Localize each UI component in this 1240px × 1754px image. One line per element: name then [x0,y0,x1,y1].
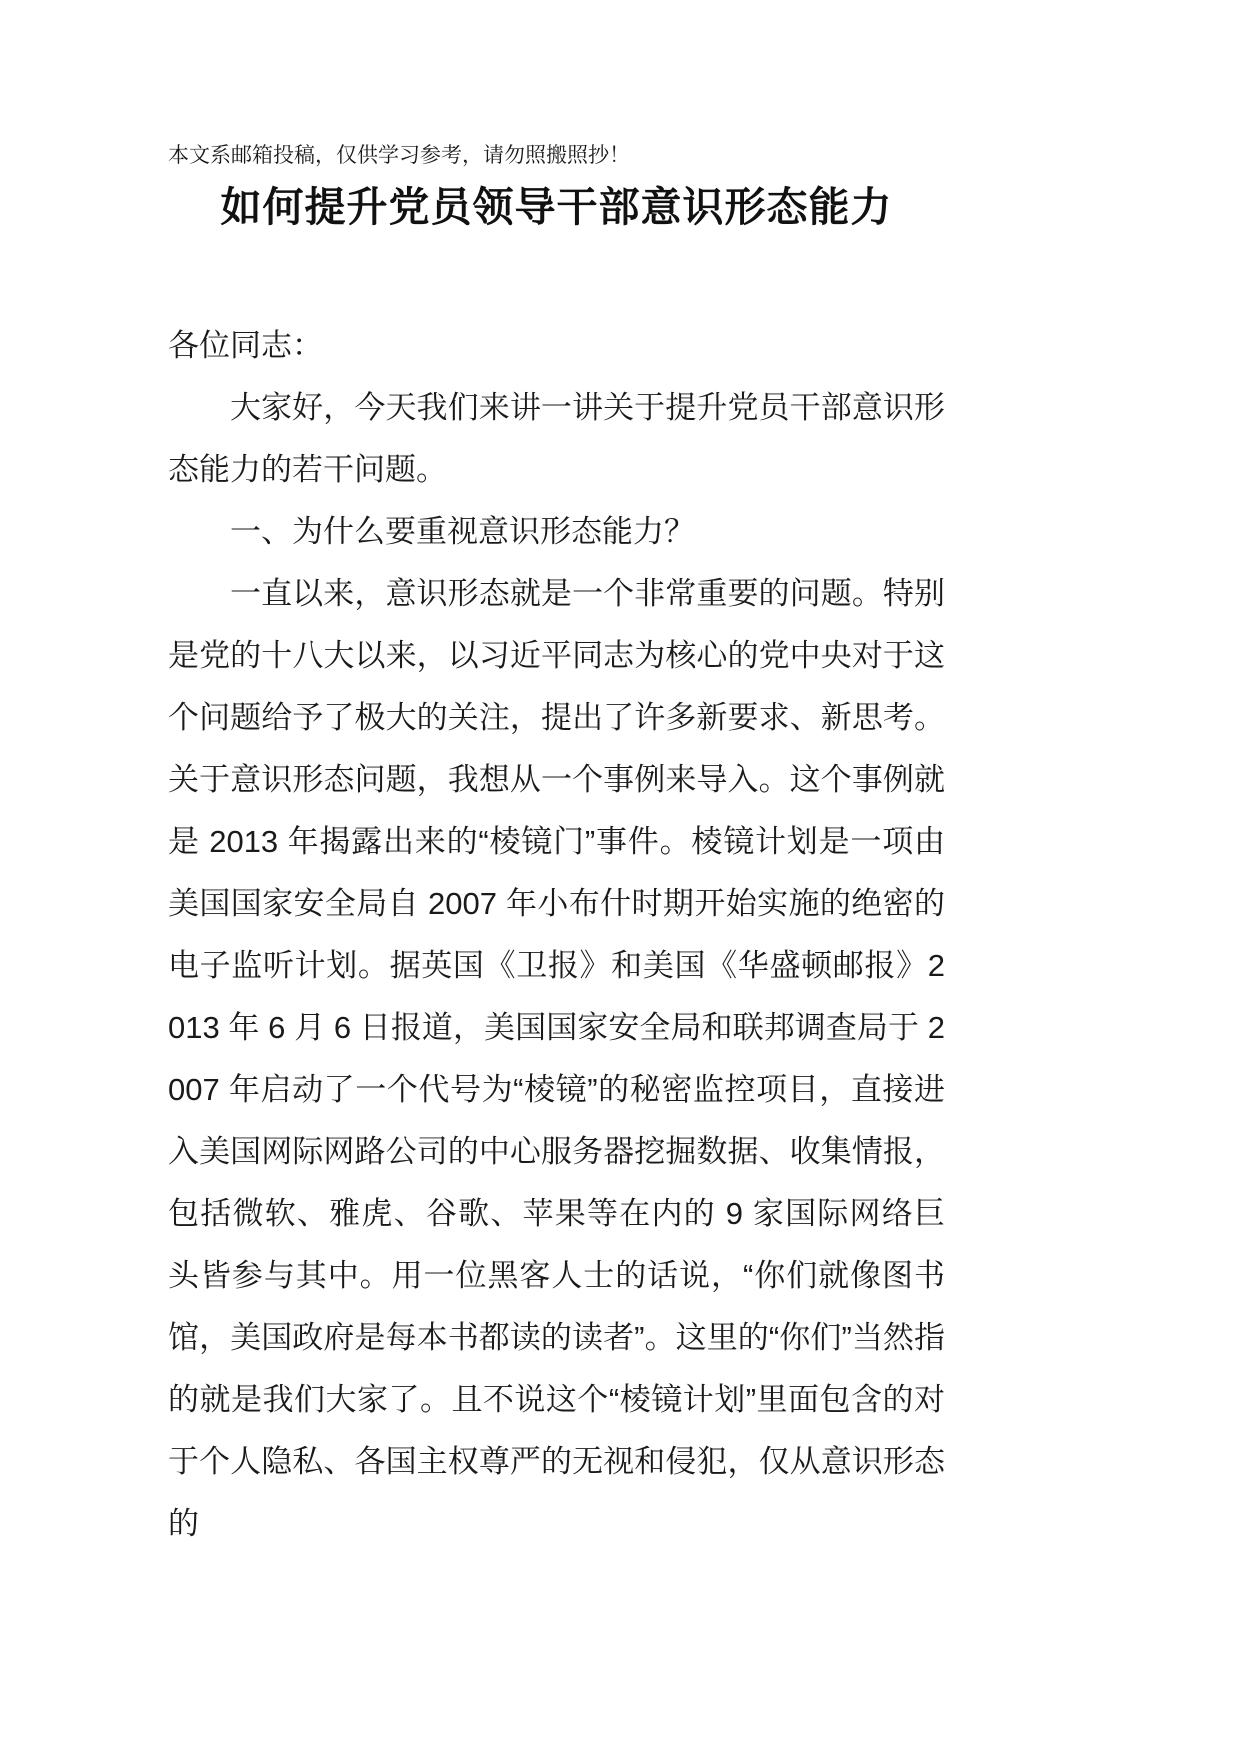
document-body [168,315,945,1555]
document-title: 如何提升党员领导干部意识形态能力 [220,183,893,230]
intro-paragraph: 大家好，今天我们来讲一讲关于提升党员干部意识形态能力的若干问题。 [168,389,945,487]
main-body-paragraph: 一直以来，意识形态就是一个非常重要的问题。特别是党的十八大以来，以习近平同志为核心的党中央对于这个问题给予了极大的关注，提出了许多新要求、新思考。关于意识形态问题，我想从一个事例来导入。这个事例就是 2013 年揭露出来的“棱镜门”事件。棱镜计划是一项由美国国家安全局自 2007 年小布什时期开始实施的绝密的电子监听计划。据英国《卫报》和美国《华盛顿邮报》2013 年 6 月 6 日报道，美国国家安全局和联邦调查局于 2007 年启动了一个代号为“棱镜”的秘密监控项目，直接进入美国网际网路公司的中心服务器挖掘数据、收集情报，包括微软、雅虎、谷歌、苹果等在内的 9 家国际网络巨头皆参与其中。用一位黑客人士的话说，“你们就像图书馆，美国政府是每本书都读的读者”。这里的“你们”当然指的就是我们大家了。且不说这个“棱镜计划”里面包含的对于个人隐私、各国主权尊严的无视和侵犯，仅从意识形态的 [168,575,945,1541]
disclaimer-note: 本文系邮箱投稿，仅供学习参考，请勿照搬照抄！ [168,144,630,167]
section-heading-paragraph: 一、为什么要重视意识形态能力？ [230,513,695,549]
salutation-paragraph: 各位同志： [168,327,323,363]
